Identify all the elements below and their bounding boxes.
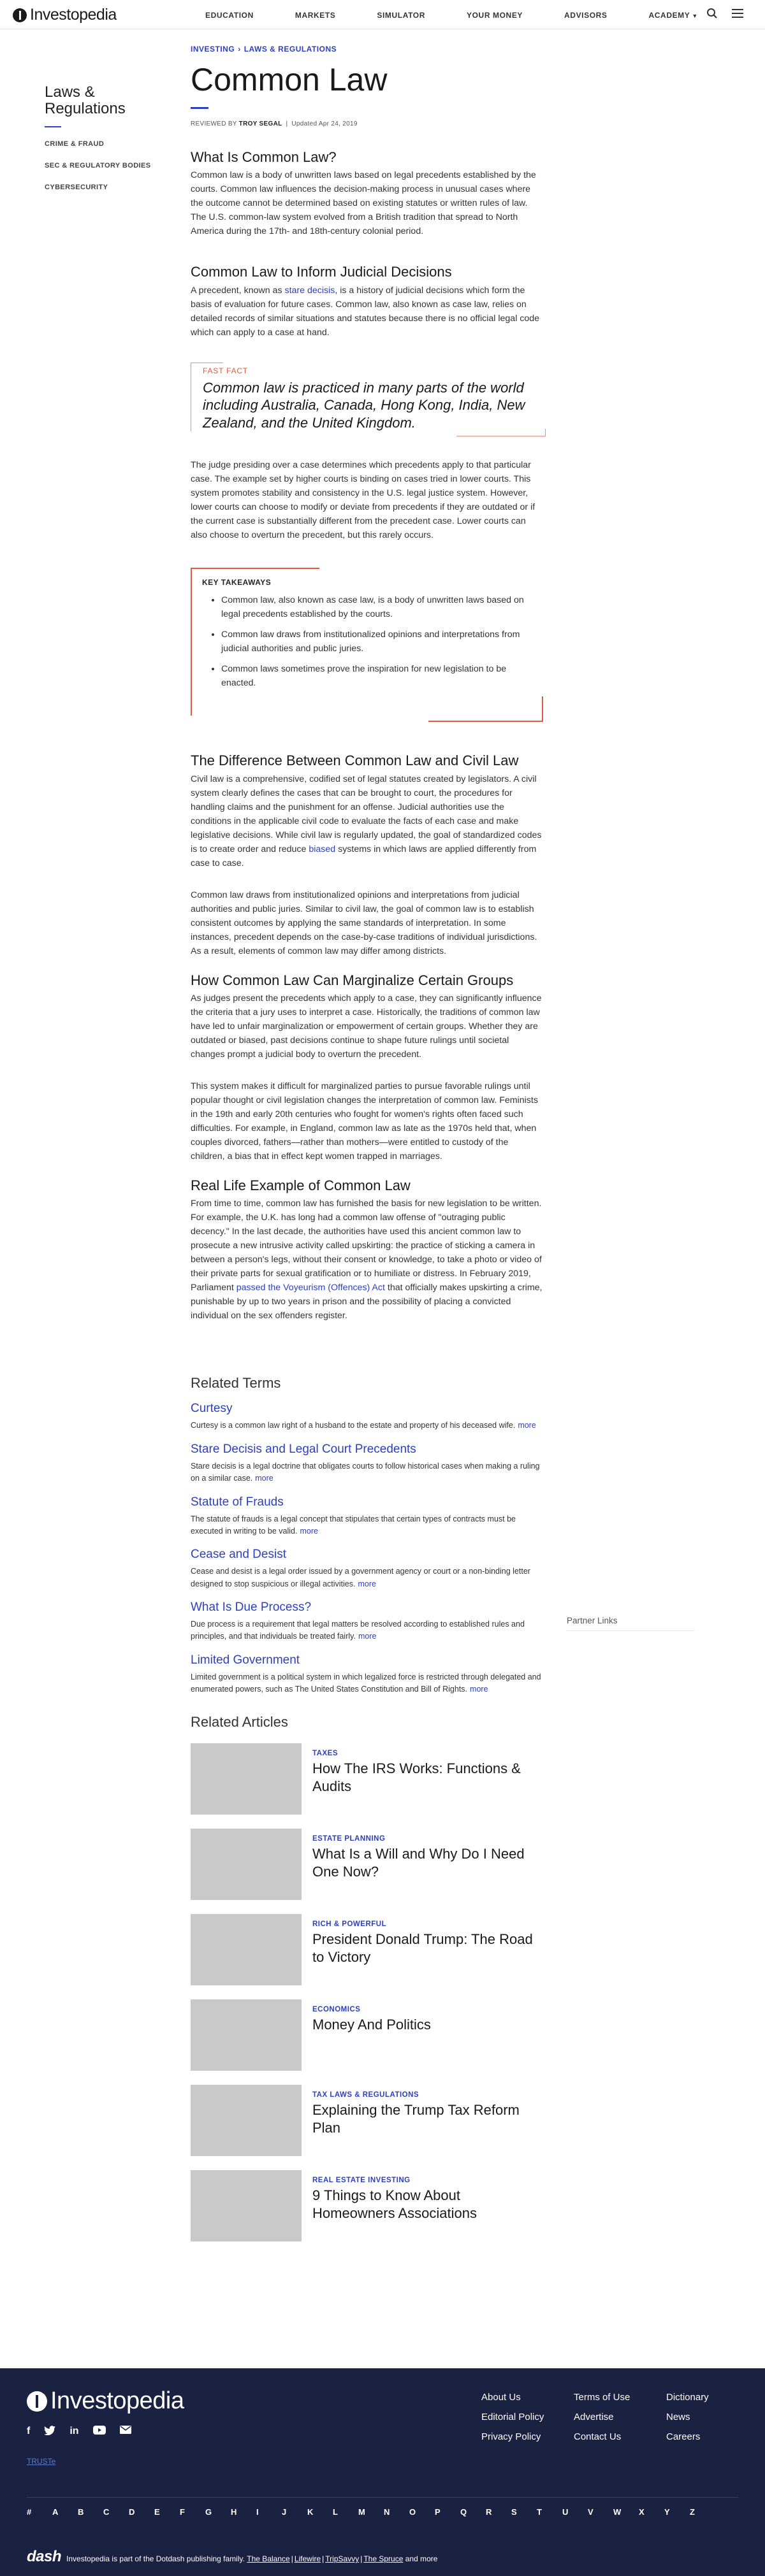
alpha-link[interactable]: N — [384, 2507, 390, 2517]
family-link-lifewire[interactable]: Lifewire — [294, 2554, 321, 2563]
alpha-link[interactable]: O — [409, 2507, 416, 2517]
article-title[interactable]: Explaining the Trump Tax Reform Plan — [312, 2101, 520, 2136]
paragraph: The judge presiding over a case determines which precedents apply to that particular case. The example set by higher courts is binding on cases tried in lower courts. This system promotes stability and consistency in the U.S. legal justice system. However, lower courts can choose to modify or deviate from precedents if they are outdated or if the current case is substantially different from the precedent case. Lower courts can also choose to overturn the precedent, but this rarely occurs. — [191, 460, 536, 541]
footer-link-dictionary[interactable]: Dictionary — [666, 2392, 709, 2403]
alpha-link[interactable]: # — [27, 2507, 32, 2517]
breadcrumb-investing[interactable]: INVESTING — [191, 45, 235, 54]
article-card-body — [312, 1914, 543, 1985]
updated-date: Updated Apr 24, 2019 — [291, 120, 358, 127]
related-article-card[interactable] — [191, 1914, 543, 1985]
nav-academy-label: ACADEMY — [648, 11, 690, 20]
alpha-link[interactable]: H — [231, 2507, 237, 2517]
separator: | — [291, 2554, 293, 2563]
breadcrumb-chevron-icon: › — [238, 45, 241, 54]
related-term-desc — [191, 1513, 543, 1538]
article-thumbnail[interactable] — [191, 1914, 302, 1985]
paragraph: As judges present the precedents which apply to a case, they can significantly influence the criteria that a jury uses to interpret a case. Historically, the traditions of common law have led to unfair marginalization or empowerment of certain groups. Whether they are outdated or biased, past decisions continue to shape future rulings until societal changes prompt a judicial body to overturn the precedent. — [191, 993, 542, 1060]
alpha-link[interactable]: C — [103, 2507, 110, 2517]
related-term-desc — [191, 1618, 543, 1643]
paragraph-text: From time to time, common law has furnished the basis for new legislation to be written. For example, the U.K. has long had a common law offense of "outraging public decency." In the last decade, the authorities have used this ancient common law to prosecute a new intrusive activity called upskirting: the practice of sticking a camera in between a person's legs, without their consent or knowledge, to take a photo or video of their private parts for sexual gratification or to humiliate or distress. In February 2019, Parliament — [191, 1198, 542, 1293]
related-term — [191, 1653, 543, 1696]
related-term-text: Stare decisis is a legal doctrine that obligates courts to follow historical cases when making a ruling on a similar case. — [191, 1461, 540, 1483]
article-title[interactable]: What Is a Will and Why Do I Need One Now? — [312, 1845, 525, 1880]
key-takeaways-label: KEY TAKEAWAYS — [202, 578, 272, 587]
related-term-desc — [191, 1671, 543, 1696]
alpha-link[interactable]: I — [256, 2507, 259, 2517]
takeaway-item: • Common law draws from institutionalized opinions and interpretations from judicial authorities and public juries. — [221, 628, 537, 656]
paragraph — [191, 772, 543, 870]
family-link-the-balance[interactable]: The Balance — [247, 2554, 290, 2563]
chevron-down-icon: ▼ — [692, 13, 698, 19]
title-divider — [191, 107, 208, 109]
alpha-link[interactable]: B — [78, 2507, 84, 2517]
related-term-desc — [191, 1565, 543, 1590]
page-title: Common Law — [191, 62, 388, 97]
footer-link-privacy[interactable]: Privacy Policy — [481, 2431, 541, 2442]
social-links — [27, 2426, 145, 2438]
article-card-body — [312, 2170, 543, 2241]
key-takeaways-corner — [428, 721, 543, 722]
separator: | — [322, 2554, 324, 2563]
breadcrumb-laws-regulations[interactable]: LAWS & REGULATIONS — [244, 45, 337, 54]
alpha-link[interactable]: G — [205, 2507, 212, 2517]
related-term — [191, 1402, 543, 1432]
article-title[interactable]: Money And Politics — [312, 2016, 431, 2033]
article-category[interactable]: ESTATE PLANNING — [312, 1834, 386, 1843]
related-term-title[interactable]: Curtesy — [191, 1402, 233, 1416]
alpha-link[interactable]: S — [511, 2507, 517, 2517]
alphabet-index — [27, 2507, 715, 2517]
main-nav — [205, 11, 698, 20]
site-header — [0, 0, 765, 29]
paragraph-text: systems in which laws are applied differently from case to case. — [191, 844, 537, 868]
article-thumbnail[interactable] — [191, 2085, 302, 2156]
article-category[interactable]: ECONOMICS — [312, 2005, 361, 2013]
family-link-the-spruce[interactable]: The Spruce — [363, 2554, 404, 2563]
alpha-link[interactable]: T — [537, 2507, 542, 2517]
footer-link-contact[interactable]: Contact Us — [574, 2431, 622, 2442]
paragraph-text: that officially makes upskirting a crime, punishable by up to two years in prison and the possibility of placing a convicted individual on the sex offenders register. — [191, 1283, 543, 1321]
article-card-body — [312, 2085, 543, 2156]
investopedia-logo-icon — [13, 8, 27, 22]
family-link-tripsavvy[interactable]: TripSavvy — [325, 2554, 360, 2563]
key-takeaways-list — [202, 593, 537, 690]
alpha-link[interactable]: K — [307, 2507, 314, 2517]
alpha-link[interactable]: Q — [460, 2507, 467, 2517]
related-article-card[interactable] — [191, 1743, 543, 1815]
related-articles-heading: Related Articles — [191, 1713, 288, 1730]
partner-links-heading: Partner Links — [567, 1616, 694, 1631]
related-term — [191, 1443, 543, 1485]
investopedia-logo-icon — [27, 2391, 47, 2412]
alpha-link[interactable]: F — [180, 2507, 185, 2517]
alpha-link[interactable]: W — [613, 2507, 622, 2517]
footer-link-terms[interactable]: Terms of Use — [574, 2392, 630, 2403]
fast-fact-text: Common law is practiced in many parts of the world including Australia, Canada, Hong Kong, India, New Zealand, and the United Kingdom. — [203, 379, 525, 431]
section-heading: Real Life Example of Common Law — [191, 1177, 411, 1194]
related-term-text: Limited government is a political system in which legalized force is restricted through delegated and enumerated powers, such as The United States Constitution and Bill of Rights. — [191, 1672, 541, 1694]
sidebar — [45, 84, 159, 205]
article-thumbnail[interactable] — [191, 1999, 302, 2071]
related-terms-heading: Related Terms — [191, 1375, 281, 1392]
alpha-link[interactable]: R — [486, 2507, 492, 2517]
article-card-body — [312, 1829, 543, 1900]
sidebar-divider — [45, 126, 61, 127]
biased-link[interactable]: biased — [309, 844, 336, 854]
dotdash-logo[interactable]: dash — [27, 2548, 62, 2565]
related-term-title[interactable]: Limited Government — [191, 1653, 300, 1667]
footer-logo[interactable] — [27, 2387, 184, 2415]
brand-name: Investopedia — [30, 6, 117, 24]
related-term-text: Due process is a requirement that legal matters be resolved according to established rules and principles, and that individuals be treated fairly. — [191, 1620, 525, 1641]
related-term-desc — [191, 1420, 543, 1432]
article-thumbnail[interactable] — [191, 1743, 302, 1815]
site-logo[interactable] — [13, 6, 117, 24]
article-category[interactable]: RICH & POWERFUL — [312, 1920, 387, 1928]
related-term-title[interactable]: Cease and Desist — [191, 1548, 286, 1562]
related-term — [191, 1548, 543, 1590]
nav-academy[interactable] — [649, 11, 698, 20]
more-link[interactable]: more — [358, 1632, 377, 1641]
more-link[interactable]: more — [300, 1526, 318, 1536]
and-more-text[interactable]: and more — [405, 2554, 438, 2563]
related-term-text: Curtesy is a common law right of a husband to the estate and property of his deceased wife. — [191, 1421, 516, 1430]
related-article-card[interactable] — [191, 2085, 543, 2156]
related-term-title[interactable]: Statute of Frauds — [191, 1495, 284, 1509]
breadcrumb — [191, 45, 543, 54]
facebook-icon[interactable]: f — [27, 2426, 31, 2436]
alpha-link[interactable]: X — [639, 2507, 645, 2517]
article-title[interactable]: 9 Things to Know About Homeowners Associations — [312, 2187, 477, 2222]
nav-your-money[interactable]: YOUR MONEY — [467, 11, 523, 20]
section-heading: What Is Common Law? — [191, 149, 337, 165]
reviewer-name[interactable]: TROY SEGAL — [238, 120, 282, 127]
related-term — [191, 1601, 543, 1643]
section-heading: How Common Law Can Marginalize Certain Groups — [191, 972, 514, 988]
related-term-title[interactable]: What Is Due Process? — [191, 1601, 312, 1615]
paragraph: Common law draws from institutionalized opinions and interpretations from judicial authorities and public juries. Similar to civil law, the goal of common law is to establish consistent outcomes by applying the same standards of interpretation. In some instances, precedent depends on the case-by-case traditions of individual jurisdictions. As a result, elements of common law may differ among districts. — [191, 889, 537, 956]
linkedin-icon[interactable]: in — [69, 2426, 79, 2436]
related-term-title[interactable]: Stare Decisis and Legal Court Precedents — [191, 1442, 416, 1456]
paragraph-text: , is a history of judicial decisions which form the basis of evaluation for future cases. Common law, also known as case law, relies on detailed records of similar situations and statutes because there is no official legal code which can apply to a case at hand. — [191, 285, 540, 338]
fast-fact-box — [191, 363, 543, 432]
article-thumbnail[interactable] — [191, 1829, 302, 1900]
sidebar-item-sec-regulatory[interactable]: SEC & REGULATORY BODIES — [45, 161, 151, 169]
article-main — [191, 45, 543, 2256]
related-article-card[interactable] — [191, 1829, 543, 1900]
menu-icon[interactable] — [729, 5, 746, 22]
article-thumbnail[interactable] — [191, 2170, 302, 2241]
footer-links — [481, 2392, 743, 2442]
publishing-text: Investopedia is part of the Dotdash publishing family. — [66, 2554, 245, 2563]
site-footer — [0, 2368, 765, 2576]
alpha-link[interactable]: A — [52, 2507, 59, 2517]
paragraph-text: Civil law is a comprehensive, codified set of legal statutes created by legislators. A civil system clearly defines the cases that can be brought to court, the procedures for handling claims and the punishment for an offense. Judicial authorities use the conditions in the applicable civil code to evaluate the facts of each case and make legislative decisions. While civil law is regularly updated, the goal of standardized codes is to create order and reduce — [191, 774, 542, 854]
alpha-link[interactable]: L — [333, 2507, 338, 2517]
paragraph-text: A precedent, known as — [191, 285, 285, 296]
article-card-body — [312, 1999, 431, 2071]
related-term-text: The statute of frauds is a legal concept that stipulates that certain types of contracts must be executed in writing to be valid. — [191, 1514, 516, 1536]
alpha-link[interactable]: Z — [690, 2507, 695, 2517]
search-icon[interactable] — [704, 5, 720, 22]
paragraph — [191, 1197, 543, 1323]
sidebar-title[interactable]: Laws & Regulations — [45, 83, 126, 117]
voyeurism-act-link[interactable]: passed the Voyeurism (Offences) Act — [236, 1283, 385, 1293]
sidebar-item-crime-fraud[interactable]: CRIME & FRAUD — [45, 140, 105, 148]
reviewed-label: REVIEWED BY — [191, 120, 237, 127]
alpha-link[interactable]: D — [129, 2507, 135, 2517]
sidebar-item-cybersecurity[interactable]: CYBERSECURITY — [45, 183, 108, 191]
paragraph — [191, 284, 543, 340]
alpha-link[interactable]: V — [588, 2507, 594, 2517]
key-takeaways-box — [191, 568, 543, 716]
youtube-icon[interactable] — [93, 2426, 106, 2438]
nav-education[interactable]: EDUCATION — [205, 11, 254, 20]
footer-link-careers[interactable]: Careers — [666, 2431, 701, 2442]
nav-advisors[interactable]: ADVISORS — [564, 11, 608, 20]
related-article-card[interactable] — [191, 2170, 543, 2241]
related-article-card[interactable] — [191, 1999, 543, 2071]
article-title[interactable]: How The IRS Works: Functions & Audits — [312, 1760, 521, 1795]
separator: | — [360, 2554, 363, 2563]
alpha-link[interactable]: E — [154, 2507, 160, 2517]
article-category[interactable]: TAX LAWS & REGULATIONS — [312, 2090, 419, 2099]
related-term-desc — [191, 1460, 543, 1485]
more-link[interactable]: more — [470, 1685, 488, 1694]
more-link[interactable]: more — [518, 1421, 536, 1430]
twitter-icon[interactable] — [44, 2426, 55, 2438]
related-term-text: Cease and desist is a legal order issued by a government agency or court or a non-binding letter designed to stop suspicious or illegal activities. — [191, 1567, 530, 1588]
byline — [191, 120, 543, 127]
alpha-link[interactable]: Y — [664, 2507, 670, 2517]
footer-link-editorial-policy[interactable]: Editorial Policy — [481, 2412, 544, 2422]
nav-simulator[interactable]: SIMULATOR — [377, 11, 426, 20]
related-term — [191, 1495, 543, 1538]
takeaway-item: • Common laws sometimes prove the inspiration for new legislation to be enacted. — [221, 662, 537, 690]
email-icon[interactable] — [120, 2426, 131, 2438]
section-heading: The Difference Between Common Law and Civil Law — [191, 752, 519, 769]
alpha-link[interactable]: U — [562, 2507, 569, 2517]
article-title[interactable]: President Donald Trump: The Road to Victory — [312, 1931, 533, 1966]
alpha-link[interactable]: P — [435, 2507, 441, 2517]
article-category[interactable]: TAXES — [312, 1749, 338, 1757]
paragraph: Common law is a body of unwritten laws based on legal precedents established by the courts. Common law influences the decision-making process in unusual cases where the outcome cannot be determined based on existing statutes or written rules of law. The U.S. common-law system evolved from a British tradition that spread to North America during the 17th- and 18th-century colonial period. — [191, 170, 536, 237]
alpha-link[interactable]: M — [358, 2507, 365, 2517]
article-card-body — [312, 1743, 543, 1815]
footer-link-advertise[interactable]: Advertise — [574, 2412, 614, 2422]
publisher-line — [27, 2548, 437, 2566]
footer-link-about-us[interactable]: About Us — [481, 2392, 521, 2403]
nav-markets[interactable]: MARKETS — [295, 11, 336, 20]
truste-badge[interactable]: TRUSTe — [27, 2457, 56, 2466]
footer-link-news[interactable]: News — [666, 2412, 690, 2422]
alpha-link[interactable]: J — [282, 2507, 287, 2517]
footer-brand-name: Investopedia — [50, 2387, 184, 2414]
byline-separator: | — [286, 120, 288, 127]
fast-fact-label: FAST FACT — [203, 366, 248, 375]
stare-decisis-link[interactable]: stare decisis — [284, 285, 335, 296]
more-link[interactable]: more — [358, 1579, 376, 1588]
paragraph: This system makes it difficult for marginalized parties to pursue favorable rulings until popular thought or civil legislation changes the interpretation of common law. Feminists in the 19th and early 20th centuries who fought for women's rights often faced such difficulties. For example, in England, common law as late as the 1970s held that, when couples divorced, fathers—rather than mothers—were entitled to custody of the children, a bias that in effect kept women trapped in marriages. — [191, 1081, 538, 1162]
more-link[interactable]: more — [255, 1474, 273, 1483]
article-category[interactable]: REAL ESTATE INVESTING — [312, 2176, 411, 2184]
footer-divider — [27, 2497, 738, 2498]
section-heading: Common Law to Inform Judicial Decisions — [191, 264, 452, 280]
takeaway-item: • Common law, also known as case law, is a body of unwritten laws based on legal precedents established by the courts. — [221, 593, 537, 621]
